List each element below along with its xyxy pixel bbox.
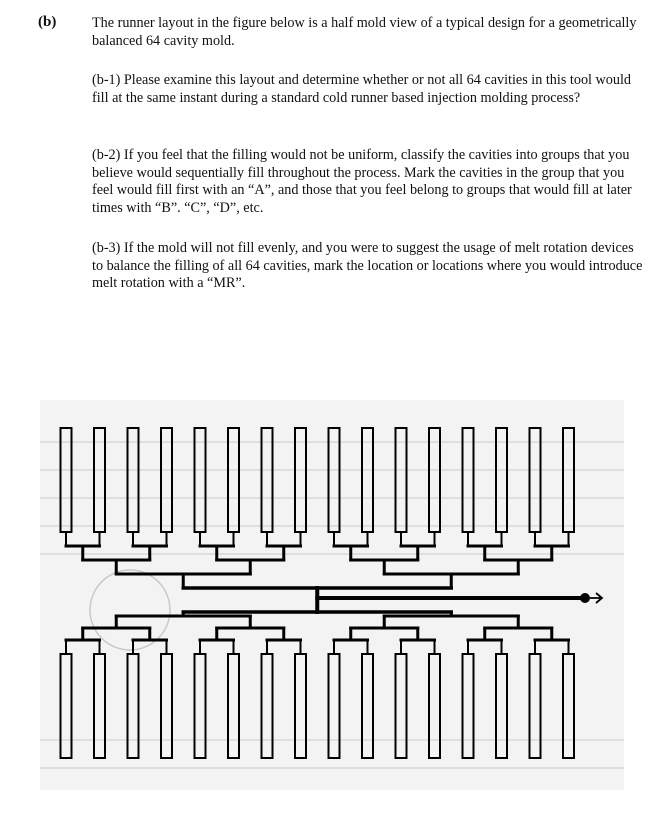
question-b2: (b-2) If you feel that the filling would not be uniform, classify the cavities into groups that you believe would sequentially fill throughout the process. Mark the cavities in the group that you feel would fill first with an “A”, and those that you feel belong to groups that would fill at later times with “B”. “C”, “D”, etc. xyxy=(92,147,632,216)
runner-layout-figure xyxy=(40,400,624,790)
question-b3: (b-3) If the mold will not fill evenly, and you were to suggest the usage of melt rotation devices to balance the filling of all 64 cavities, mark the location or locations where you would introduce melt rotation with a “MR”. xyxy=(92,240,643,291)
sprue-dot xyxy=(580,593,590,603)
runner-diagram xyxy=(40,400,624,790)
question-b1: (b-1) Please examine this layout and determine whether or not all 64 cavities in this tool would fill at the same instant during a standard cold runner based injection molding process? xyxy=(92,72,631,106)
section-label: (b) xyxy=(38,14,57,30)
intro-paragraph: The runner layout in the figure below is a half mold view of a typical design for a geometrically balanced 64 cavity mold. xyxy=(92,15,637,49)
